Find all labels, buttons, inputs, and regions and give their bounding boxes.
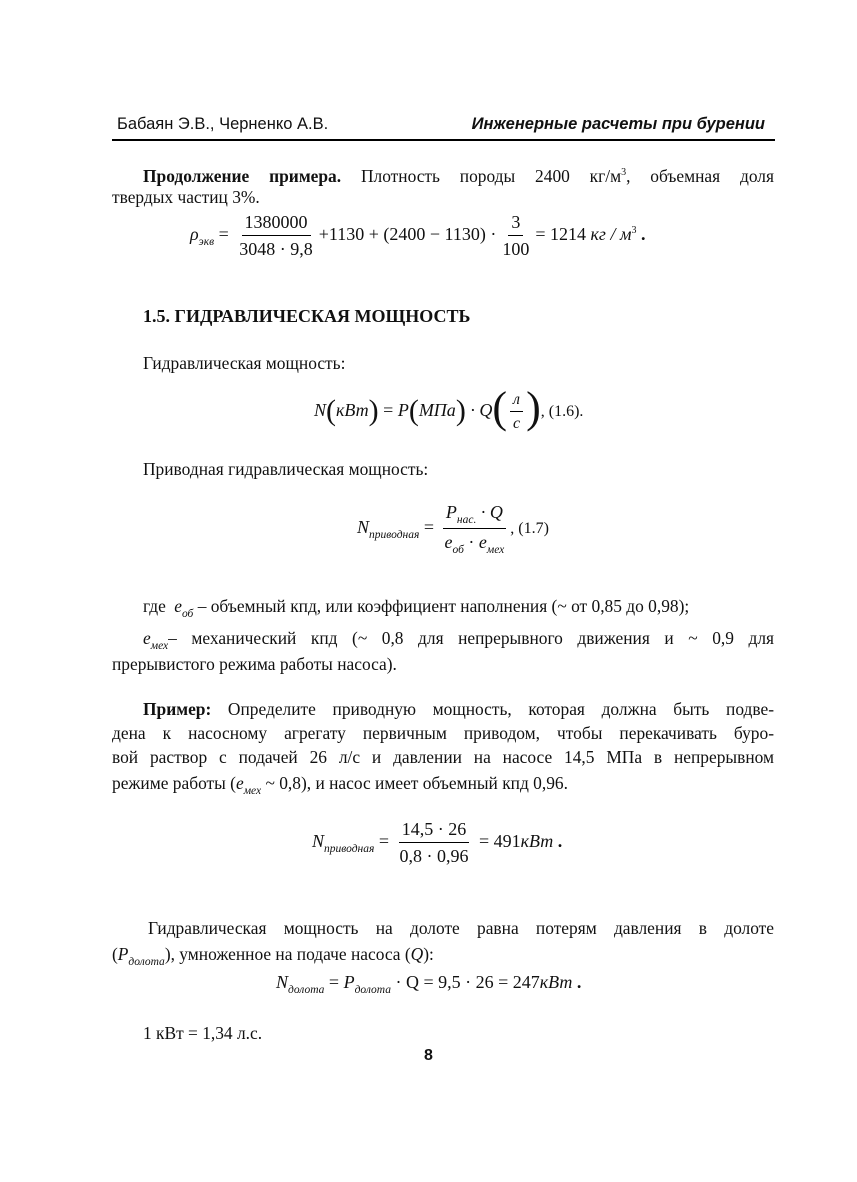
fraction-1: $\frac{1380000}{3048 \cdot 9,8}$ — [239, 212, 313, 259]
bit-power-line2: $(P_{долота})$, умноженное на подаче насоса (Q): — [112, 944, 434, 968]
example-line3: вой раствор с подачей 26 л/с и давлении на насосе 14,5 МПа в непрерывном — [112, 747, 774, 767]
formula-1-7: $N_{приводная}$ = $\frac{P_{нас.} \cdot Q}{e_{об} \cdot e_{мех}}$ , (1.7) — [357, 502, 549, 556]
where-line3: прерывистого режима работы насоса). — [112, 654, 397, 674]
bit-power-line1: Гидравлическая мощность на долоте равна потерям давления в долоте — [148, 918, 774, 938]
header-authors: Бабаян Э.В., Черненко А.В. — [117, 115, 329, 133]
drive-power-label: Приводная гидравлическая мощность: — [143, 459, 429, 479]
conversion-note: 1 кВт = 1,34 л.с. — [143, 1023, 263, 1043]
hydraulic-power-label: Гидравлическая мощность: — [143, 353, 346, 373]
example-continuation-line1: Продолжение примера. Плотность породы 2400 $кг/м^3$, объемная доля — [143, 166, 774, 186]
example-line4: режиме работы ($e_{мех}$ ~ 0,8), и насос имеет объемный кпд 0,96. — [112, 773, 568, 797]
example-line1: Пример: Определите приводную мощность, которая должна быть подве- — [143, 699, 774, 719]
fraction-2: $\frac{3}{100}$ — [502, 212, 530, 259]
example-continuation-line2: твердых частиц 3%. — [112, 187, 260, 207]
where-line2: $e_{мех}-$ механический кпд (~ 0,8 для непрерывного движения и ~ 0,9 для — [143, 628, 774, 652]
example-line2: дена к насосному агрегату первичным приводом, чтобы перекачивать буро- — [112, 723, 774, 743]
formula-1-6: N(кВт) = P(МПа) · Q( $\frac{л}{с}$ ), (1.6). — [314, 383, 584, 432]
formula-density: $\rho_{экв}$ = $\frac{1380000}{3048 \cdot 9,8}$ +1130 + (2400 − 1130) · $\frac{3}{100}$ = 1214 кг / $м^3$ . — [190, 212, 646, 259]
page-number: 8 — [424, 1047, 433, 1064]
example-lead: Пример: — [143, 699, 212, 719]
formula-calculation: $N_{приводная}$ = $\frac{14,5 \cdot 26}{0,8 \cdot 0,96}$ = 491кВт . — [312, 819, 563, 866]
section-title: 1.5. ГИДРАВЛИЧЕСКАЯ МОЩНОСТЬ — [143, 306, 471, 326]
formula-bit: $N_{долота} = P_{долота} \cdot Q = 9,5 \cdot 26 = 247кВт$ . — [276, 972, 582, 996]
header-rule — [112, 139, 775, 141]
where-line1: где $e_{об}$ – объемный кпд, или коэффициент наполнения (~ от 0,85 до 0,98); — [143, 596, 690, 620]
example-continuation-lead: Продолжение примера. — [143, 166, 342, 186]
header-book-title: Инженерные расчеты при бурении — [471, 115, 765, 133]
